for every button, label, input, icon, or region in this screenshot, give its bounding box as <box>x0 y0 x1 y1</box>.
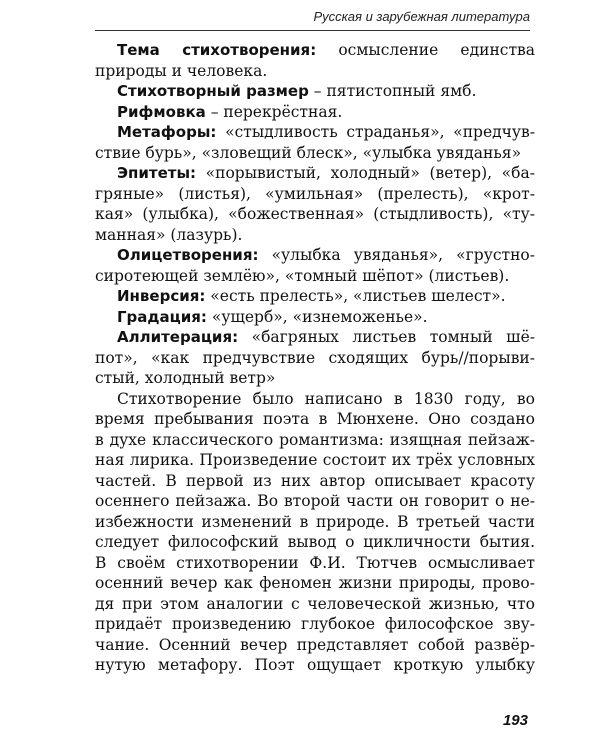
epithets-line-3: кая» (улыбка), «божественная» (стыдливость), «ту- <box>95 205 535 223</box>
paragraph-line: ная лирика. Произведение состоит их трёх условных <box>95 451 535 469</box>
paragraph-line: чание. Осенний вечер представляет собой развёр- <box>95 635 535 654</box>
paragraph-line: осеннего пейзажа. Во второй части он говорит о не- <box>95 492 535 510</box>
page-text <box>95 40 535 676</box>
paragraph-line: в духе классического романтизма: изящная пейзаж- <box>95 430 535 449</box>
running-header: Русская и зарубежная литература <box>313 9 530 24</box>
metaphors-line-1 <box>95 122 535 143</box>
alliteration-line-2: пот», «как предчувствие сходящих бурь//порыви- <box>95 348 535 367</box>
metaphors-value: «стыдливость страданья», «предчув- <box>225 123 535 141</box>
gradation-label: Градация: <box>117 307 207 326</box>
inversion-line <box>95 286 535 307</box>
epithets-value: «порывистый, холодный» (ветер), «ба- <box>205 164 535 182</box>
theme-line-2: природы и человека. <box>95 61 268 80</box>
gradation-value: «ущерб», «изнеможенье». <box>211 307 428 326</box>
paragraph-line: следует философский вывод о цикличности бытия. <box>95 533 535 551</box>
inversion-label: Инверсия: <box>117 287 206 305</box>
alliteration-line-1 <box>95 327 535 348</box>
paragraph-line: В своём стихотворении Ф.И. Тютчев осмысливает <box>95 553 535 572</box>
epithets-line-2: гряные» (листья), «умильная» (прелесть), «крот- <box>95 184 535 203</box>
personification-line-1 <box>95 245 535 266</box>
epithets-line-4: манная» (лазурь). <box>95 225 243 244</box>
rhyme-line <box>95 102 535 123</box>
theme-label: Тема стихотворения: <box>117 41 317 59</box>
paragraph-line: нутую метафору. Поэт ощущает кроткую улыбку <box>95 656 535 674</box>
personification-line-2: сиротеющей землёю», «томный шёпот» (листьев). <box>95 266 510 285</box>
header-rule <box>95 30 530 31</box>
paragraph-line: дя при этом аналогии с человеческой жизнью, что <box>95 594 535 613</box>
paragraph-line: частей. В первой из них автор описывает красоту <box>95 471 535 490</box>
epithets-line-1 <box>95 163 535 184</box>
rhyme-value: – перекрёстная. <box>210 102 343 121</box>
alliteration-label: Аллитерация: <box>117 328 239 346</box>
inversion-value: «есть прелесть», «листьев шелест». <box>210 287 506 305</box>
alliteration-value: «багряных листьев томный шё- <box>251 328 535 346</box>
paragraph-line: избежности изменений в природе. В третьей части <box>95 512 535 531</box>
meter-label: Стихотворный размер <box>117 82 309 100</box>
page-number: 193 <box>502 712 528 729</box>
paragraph-line: осенний вечер как феномен жизни природы, прово- <box>95 574 535 592</box>
epithets-label: Эпитеты: <box>117 164 197 182</box>
meter-value: – пятистопный ямб. <box>313 82 477 100</box>
personification-value: «улыбка увяданья», «грустно- <box>271 246 535 264</box>
theme-value: осмысление единства <box>338 41 535 59</box>
theme-line-1 <box>95 40 535 61</box>
paragraph-line: придаёт произведению глубокое философское зву- <box>95 615 535 633</box>
rhyme-label: Рифмовка <box>117 102 206 121</box>
personification-label: Олицетворения: <box>117 246 259 264</box>
metaphors-line-2: ствие бурь», «зловещий блеск», «улыбка увяданья» <box>95 143 522 162</box>
paragraph-line: время пребывания поэта в Мюнхене. Оно создано <box>95 410 535 428</box>
paragraph-line: Стихотворение было написано в 1830 году, во <box>117 389 535 408</box>
gradation-line <box>95 307 535 328</box>
metaphors-label: Метафоры: <box>117 123 217 141</box>
alliteration-line-3: стый, холодный ветр» <box>95 369 276 387</box>
meter-line <box>95 81 535 102</box>
